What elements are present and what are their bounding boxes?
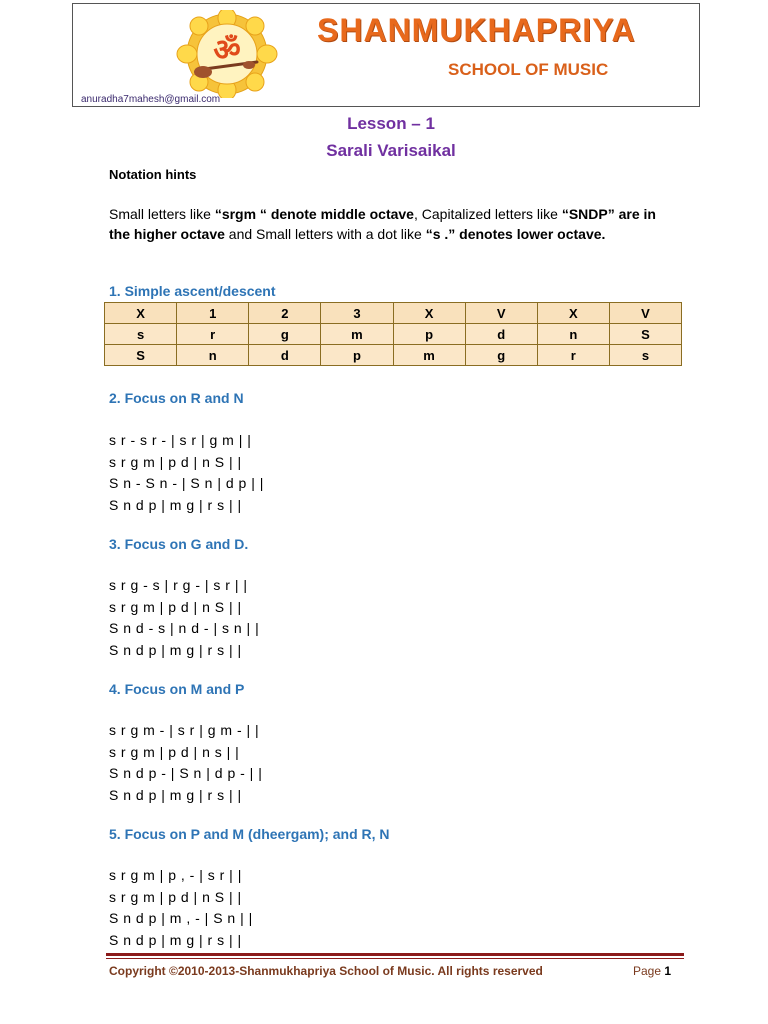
notation-line: s r g - s | r g - | s r | | — [109, 577, 248, 593]
notation-hints-text — [109, 204, 669, 244]
footer-divider — [106, 958, 684, 959]
section-title-1: 1. Simple ascent/descent — [109, 283, 276, 299]
notation-line: s r g m | p d | n s | | — [109, 743, 240, 760]
notation-line: S n d - s | n d - | s n | | — [109, 620, 260, 637]
table-header-cell: V — [465, 303, 537, 324]
hint-text-part: Small letters like — [109, 206, 215, 222]
table-cell: r — [177, 324, 249, 345]
notation-line: s r g m | p d | n S | | — [109, 453, 242, 470]
table-cell: p — [393, 324, 465, 345]
svg-text:ॐ: ॐ — [213, 33, 241, 68]
section-title-3: 3. Focus on G and D. — [109, 536, 249, 552]
table-cell: n — [537, 324, 609, 345]
table-cell: n — [177, 345, 249, 366]
hint-text-bold: “srgm “ denote middle octave — [214, 206, 414, 222]
notation-line: s r g m - | s r | g m - | | — [109, 722, 260, 738]
table-cell: s — [609, 345, 681, 366]
table-cell: g — [465, 345, 537, 366]
school-subtitle: SCHOOL OF MUSIC — [448, 60, 609, 79]
notation-line: S n d p | m g | r s | | — [109, 641, 242, 658]
school-name: SHANMUKHAPRIYA — [317, 12, 636, 48]
table-header-cell: X — [537, 303, 609, 324]
notation-line: S n d p - | S n | d p - | | — [109, 765, 263, 782]
footer-divider — [106, 953, 684, 956]
table-cell: m — [393, 345, 465, 366]
notation-block-5 — [109, 865, 253, 951]
table-cell: s — [105, 324, 177, 345]
notation-line: s r g m | p d | n S | | — [109, 598, 242, 615]
page-label: Page — [633, 964, 662, 978]
notation-line: s r - s r - | s r | g m | | — [109, 432, 252, 448]
notation-line: S n d p | m g | r s | | — [109, 931, 242, 948]
table-header-cell: X — [105, 303, 177, 324]
notation-line: S n - S n - | S n | d p | | — [109, 475, 264, 492]
table-cell: S — [105, 345, 177, 366]
section-title-5: 5. Focus on P and M (dheergam); and R, N — [109, 826, 390, 842]
notation-hints-heading: Notation hints — [109, 167, 197, 182]
table-header-cell: 3 — [321, 303, 393, 324]
contact-email[interactable]: anuradha7mahesh@gmail.com — [81, 94, 221, 105]
table-cell: m — [321, 324, 393, 345]
hint-text-part: and Small letters with a dot like — [224, 226, 426, 242]
table-cell: d — [465, 324, 537, 345]
swara-table — [104, 302, 682, 366]
notation-block-3 — [109, 575, 259, 661]
hint-text-bold: “s .” denotes lower octave. — [425, 226, 606, 242]
table-header-cell: 1 — [177, 303, 249, 324]
table-header-cell: 2 — [249, 303, 321, 324]
table-cell: d — [249, 345, 321, 366]
notation-block-4 — [109, 720, 262, 806]
notation-line: s r g m | p d | n S | | — [109, 888, 242, 905]
table-header-cell: V — [609, 303, 681, 324]
table-row — [105, 345, 682, 366]
notation-line: S n d p | m g | r s | | — [109, 496, 242, 513]
notation-line: s r g m | p , - | s r | | — [109, 867, 242, 883]
notation-block-2 — [109, 430, 264, 516]
lesson-subtitle: Sarali Varisaikal — [326, 141, 456, 160]
table-cell: r — [537, 345, 609, 366]
page-number — [633, 964, 671, 978]
letterhead — [72, 3, 700, 107]
om-veena-logo-icon — [173, 10, 281, 98]
table-header-row — [105, 303, 682, 324]
hint-text-bold: “SNDP” are in the higher octave — [109, 206, 656, 242]
copyright-text: Copyright ©2010-2013-Shanmukhapriya School of Music. All rights reserved — [109, 964, 543, 978]
hint-text-part: , Capitalized letters like — [413, 206, 562, 222]
section-title-2: 2. Focus on R and N — [109, 390, 244, 406]
table-cell: g — [249, 324, 321, 345]
notation-line: S n d p | m , - | S n | | — [109, 910, 253, 927]
table-header-cell: X — [393, 303, 465, 324]
section-title-4: 4. Focus on M and P — [109, 681, 245, 697]
page-number-value: 1 — [664, 964, 672, 978]
table-row — [105, 324, 682, 345]
notation-line: S n d p | m g | r s | | — [109, 786, 242, 803]
lesson-title: Lesson – 1 — [347, 114, 435, 133]
table-cell: S — [609, 324, 681, 345]
table-cell: p — [321, 345, 393, 366]
